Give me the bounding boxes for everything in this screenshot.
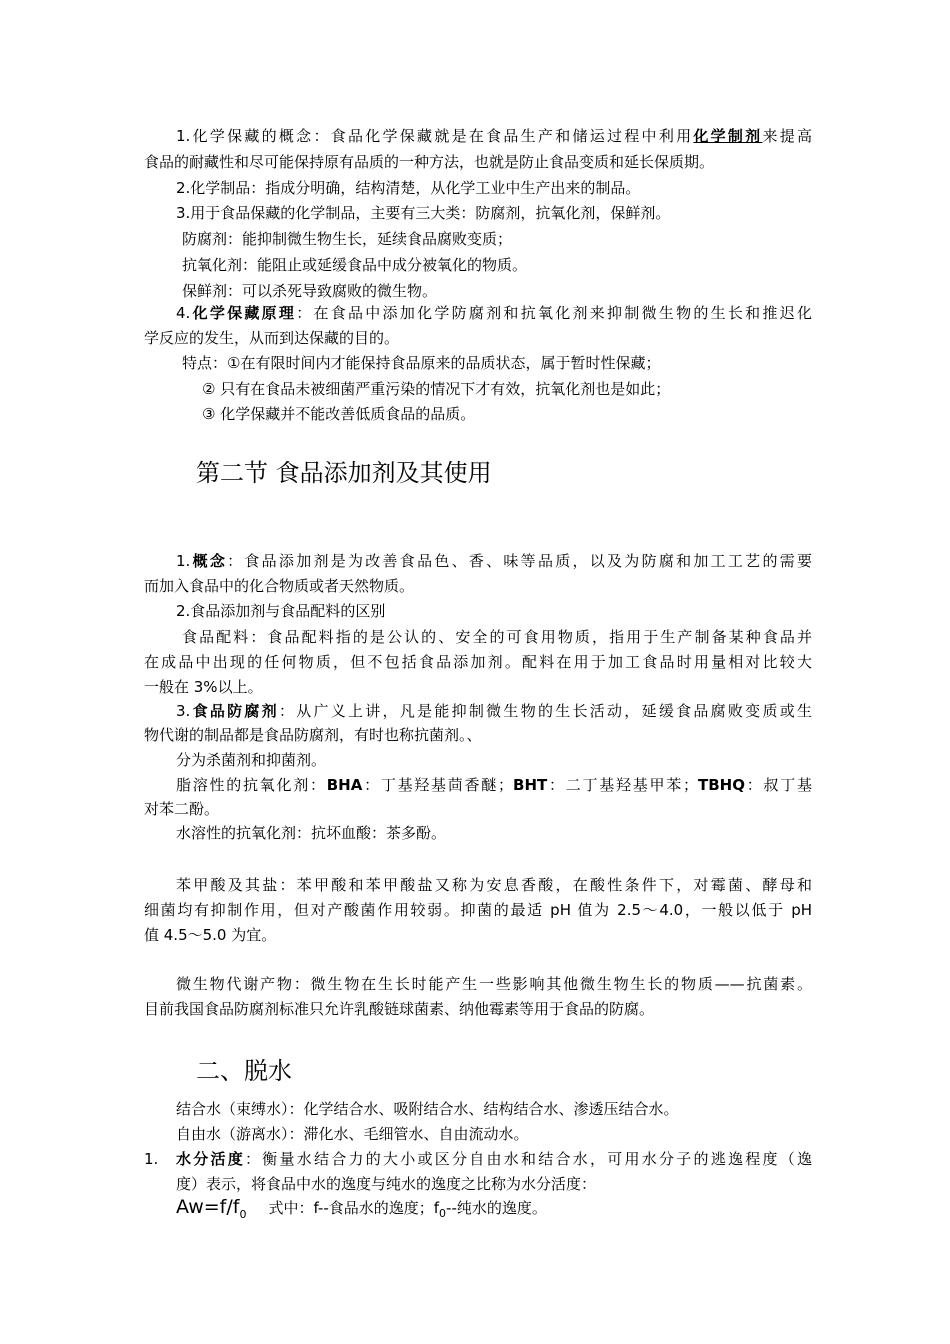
paragraph-benzoic-line2: 细菌均有抑制作用，但对产酸菌作用较弱。抑菌的最适 pH 值为 2.5～4.0，一般以低于 pH xyxy=(144,901,812,919)
paragraph-three-categories: 3.用于食品保藏的化学制品，主要有三大类：防腐剂，抗氧化剂，保鲜剂。 xyxy=(176,204,671,222)
bold-term: BHT xyxy=(513,776,548,794)
text-run: ：丁基羟基茴香醚； xyxy=(362,776,514,794)
definition-preservative: 防腐剂：能抑制微生物生长，延续食品腐败变质； xyxy=(182,230,513,248)
section-heading-additives: 第二节 食品添加剂及其使用 xyxy=(196,459,492,487)
paragraph-free-water: 自由水（游离水）：滞化水、毛细管水、自由流动水。 xyxy=(176,1125,529,1143)
text-run: 3. xyxy=(176,702,191,720)
feature-item-2: ② 只有在食品未被细菌严重污染的情况下才有效，抗氧化剂也是如此； xyxy=(202,380,671,398)
formula-subscript: 0 xyxy=(239,1207,247,1221)
paragraph-water-soluble: 水溶性的抗氧化剂：抗坏血酸：茶多酚。 xyxy=(176,824,447,842)
bold-term: 水分活度 xyxy=(176,1150,245,1168)
formula-line xyxy=(176,1196,844,1226)
paragraph-difference: 2.食品添加剂与食品配料的区别 xyxy=(176,602,386,620)
text-run: ：二丁基羟基甲苯； xyxy=(547,776,698,794)
paragraph-bound-water: 结合水（束缚水）：化学结合水、吸附结合水、结构结合水、渗透压结合水。 xyxy=(176,1100,679,1118)
bold-term: 概念 xyxy=(190,552,228,570)
paragraph-bactericide: 分为杀菌剂和抑菌剂。 xyxy=(176,751,327,769)
definition-freshness-agent: 保鲜剂：可以杀死导致腐败的微生物。 xyxy=(182,282,438,300)
section-heading-dehydration: 二、脱水 xyxy=(196,1057,292,1085)
formula-note-subscript: 0 xyxy=(439,1207,447,1220)
text-run: 1.化学保藏的概念：食品化学保藏就是在食品生产和储运过程中利用 xyxy=(176,127,694,145)
paragraph-benzoic-line3: 值 4.5～5.0 为宜。 xyxy=(144,926,277,944)
paragraph-ingredient-line2: 在成品中出现的任何物质，但不包括食品添加剂。配料在用于加工食品时用量相对比较大 xyxy=(144,653,812,671)
paragraph-preservative-line2: 物代谢的制品都是食品防腐剂，有时也称抗菌剂。、 xyxy=(144,726,482,744)
paragraph-preservative-line1 xyxy=(176,700,812,722)
formula-note: 式中：f--食品水的逸度；f xyxy=(268,1199,440,1217)
underlined-term: 化学制剂 xyxy=(693,127,763,145)
bold-term: BHA xyxy=(326,776,363,794)
text-run: ：从广义上讲，凡是能抑制微生物的生长活动，延缓食品腐败变质或生 xyxy=(278,702,812,720)
paragraph-ingredient-line3: 一般在 3%以上。 xyxy=(144,678,263,696)
paragraph-metabolite-line2: 目前我国食品防腐剂标准只允许乳酸链球菌素、纳他霉素等用于食品的防腐。 xyxy=(144,1000,655,1018)
text-run: 4. xyxy=(176,304,191,322)
paragraph-chemical-products: 2.化学制品：指成分明确，结构清楚，从化学工业中生产出来的制品。 xyxy=(176,179,641,197)
paragraph-metabolite-line1: 微生物代谢产物：微生物在生长时能产生一些影响其他微生物生长的物质——抗菌素。 xyxy=(176,975,812,993)
bold-term: TBHQ xyxy=(697,776,745,794)
bold-term: 食品防腐剂 xyxy=(190,702,279,720)
paragraph-benzoic-line1: 苯甲酸及其盐：苯甲酸和苯甲酸盐又称为安息香酸，在酸性条件下，对霉菌、酵母和 xyxy=(176,876,812,894)
text-run: 来提高 xyxy=(762,127,812,145)
formula-note-end: --纯水的逸度。 xyxy=(446,1199,547,1217)
feature-item-1: 特点：①在有限时间内才能保持食品原来的品质状态，属于暂时性保藏； xyxy=(182,354,661,372)
paragraph-concept-line1 xyxy=(176,125,812,147)
bold-term: 化学保藏原理 xyxy=(190,304,297,322)
paragraph-principle-line1 xyxy=(176,302,812,324)
paragraph-concept-line2: 食品的耐藏性和尽可能保持原有品质的一种方法，也就是防止食品变质和延长保质期。 xyxy=(144,153,715,171)
text-run: ：衡量水结合力的大小或区分自由水和结合水，可用水分子的逃逸程度（逸 xyxy=(245,1150,812,1168)
paragraph-water-activity-line2: 度）表示，将食品中水的逸度与纯水的逸度之比称为水分活度： xyxy=(176,1175,597,1193)
text-run: ：叔丁基 xyxy=(744,776,812,794)
paragraph-fat-soluble-line1 xyxy=(176,774,812,796)
paragraph-ingredient-line1: 食品配料：食品配料指的是公认的、安全的可食用物质，指用于生产制备某种食品并 xyxy=(182,628,812,646)
paragraph-additive-concept-line2: 而加入食品中的化合物质或者天然物质。 xyxy=(144,577,415,595)
formula-text: Aw=f/f xyxy=(176,1196,240,1218)
text-run: 脂溶性的抗氧化剂： xyxy=(176,776,327,794)
definition-antioxidant: 抗氧化剂：能阻止或延缓食品中成分被氧化的物质。 xyxy=(182,256,528,274)
paragraph-principle-line2: 学反应的发生，从而到达保藏的目的。 xyxy=(144,329,400,347)
paragraph-water-activity-line1 xyxy=(176,1148,812,1170)
feature-item-3: ③ 化学保藏并不能改善低质食品的品质。 xyxy=(202,405,476,423)
text-run: ：食品添加剂是为改善食品色、香、味等品质，以及为防腐和加工工艺的需要 xyxy=(227,552,812,570)
paragraph-fat-soluble-line2: 对苯二酚。 xyxy=(144,800,220,818)
paragraph-additive-concept-line1 xyxy=(176,550,812,572)
list-number: 1. xyxy=(144,1150,159,1168)
text-run: ：在食品中添加化学防腐剂和抗氧化剂来抑制微生物的生长和推迟化 xyxy=(296,304,812,322)
text-run: 1. xyxy=(176,552,191,570)
formula-main xyxy=(176,1196,247,1221)
